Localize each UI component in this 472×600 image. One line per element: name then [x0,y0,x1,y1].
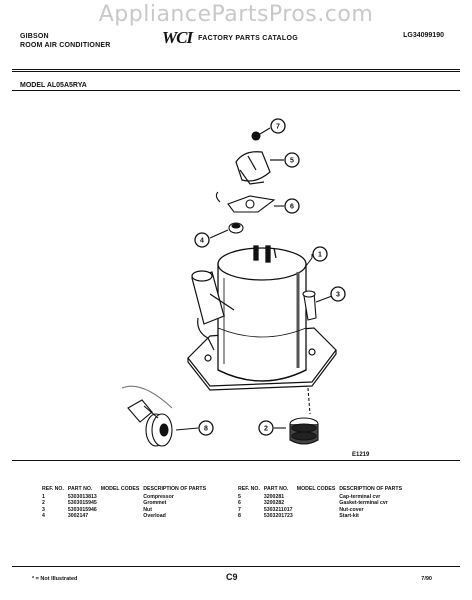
callout-1 [306,247,327,266]
grommet-part [274,388,318,444]
nut-part [303,291,332,320]
callout-6-label: 6 [290,203,294,211]
ref-cell: 5 [238,494,241,501]
table-row [42,513,210,519]
part-cell: 3002147 [67,512,89,519]
callout-7-label: 7 [276,123,280,131]
col-part-no: PART NO. [263,486,289,492]
ref-cell: 3 [42,506,45,513]
page-number: C9 [226,572,238,582]
header-rule [12,69,460,70]
exploded-parts-diagram [12,88,460,458]
ref-cell: 8 [238,512,241,519]
ref-cell: 7 [238,506,241,513]
ref-cell: 1 [42,494,45,501]
col-part-no: PART NO. [67,486,93,492]
figure-id: E1219 [352,452,370,458]
product-line: ROOM AIR CONDITIONER [20,42,111,49]
footnote: * = Not Illustrated [32,576,78,582]
wci-logo: WCI [162,28,193,47]
part-cell: 5303201723 [263,512,293,519]
callout-2 [259,421,273,435]
col-description: DESCRIPTION OF PARTS [339,486,403,492]
parts-table-left [42,486,210,519]
terminal-cap-part [236,152,284,184]
col-description: DESCRIPTION OF PARTS [143,486,207,492]
desc-cell: Cap-terminal cvr [339,494,381,501]
part-cell: 5303013813 [67,494,97,501]
parts-sheet [12,24,460,592]
part-cell: 5303015945 [67,500,97,507]
callout-6 [285,199,299,213]
overload-part [210,223,243,238]
footer-rule [12,566,460,567]
ref-cell: 6 [238,500,241,507]
table-top-rule [12,460,460,461]
col-ref-no: REF. NO. [238,486,260,492]
col-model-codes: MODEL CODES [100,486,140,492]
nut-cover-part [252,128,270,140]
header-rule-2 [12,71,460,72]
callout-3 [331,287,345,301]
codes-cell [101,513,144,519]
model-number: MODEL AL05A5RYA [20,82,87,89]
start-kit-part [122,386,172,446]
catalog-header [12,28,460,58]
callout-4 [195,233,209,247]
callout-8-label: 8 [204,425,208,433]
desc-cell: Compressor [143,494,174,501]
table-row [238,513,406,519]
catalog-title-block [162,30,298,46]
desc-cell: Nut [143,506,152,513]
callout-2-label: 2 [264,425,268,433]
catalog-code: LG34099190 [403,32,444,39]
gasket-part [216,192,284,212]
table-header-row [42,486,210,494]
brand-name: GIBSON [20,33,49,40]
compressor [218,246,306,381]
callout-4-label: 4 [200,237,204,245]
desc-cell: Start-kit [339,512,359,519]
catalog-title: FACTORY PARTS CATALOG [198,34,298,42]
part-cell: 3200282 [263,500,285,507]
part-cell: 5303211017 [263,506,293,513]
parts-table-right [238,486,406,519]
brand-block [20,32,110,50]
desc-cell: Overload [143,512,166,519]
ref-cell: 2 [42,500,45,507]
callout-3-label: 3 [336,291,340,299]
part-cell: 5303015946 [67,506,97,513]
callout-7 [271,119,285,133]
watermark: AppliancePartsPros.com [98,2,374,27]
col-model-codes: MODEL CODES [296,486,336,492]
callout-5 [285,153,299,167]
desc-cell: Gasket-terminal cvr [339,500,388,507]
callout-8 [176,421,213,435]
table-header-row [238,486,406,494]
col-ref-no: REF. NO. [42,486,64,492]
callout-1-label: 1 [318,251,322,259]
revision-date: 7/90 [421,576,432,582]
ref-cell: 4 [42,512,45,519]
desc-cell: Grommet [143,500,167,507]
desc-cell: Nut-cover [339,506,364,513]
codes-cell [297,513,340,519]
callout-5-label: 5 [290,157,294,165]
part-cell: 3200281 [263,494,285,501]
